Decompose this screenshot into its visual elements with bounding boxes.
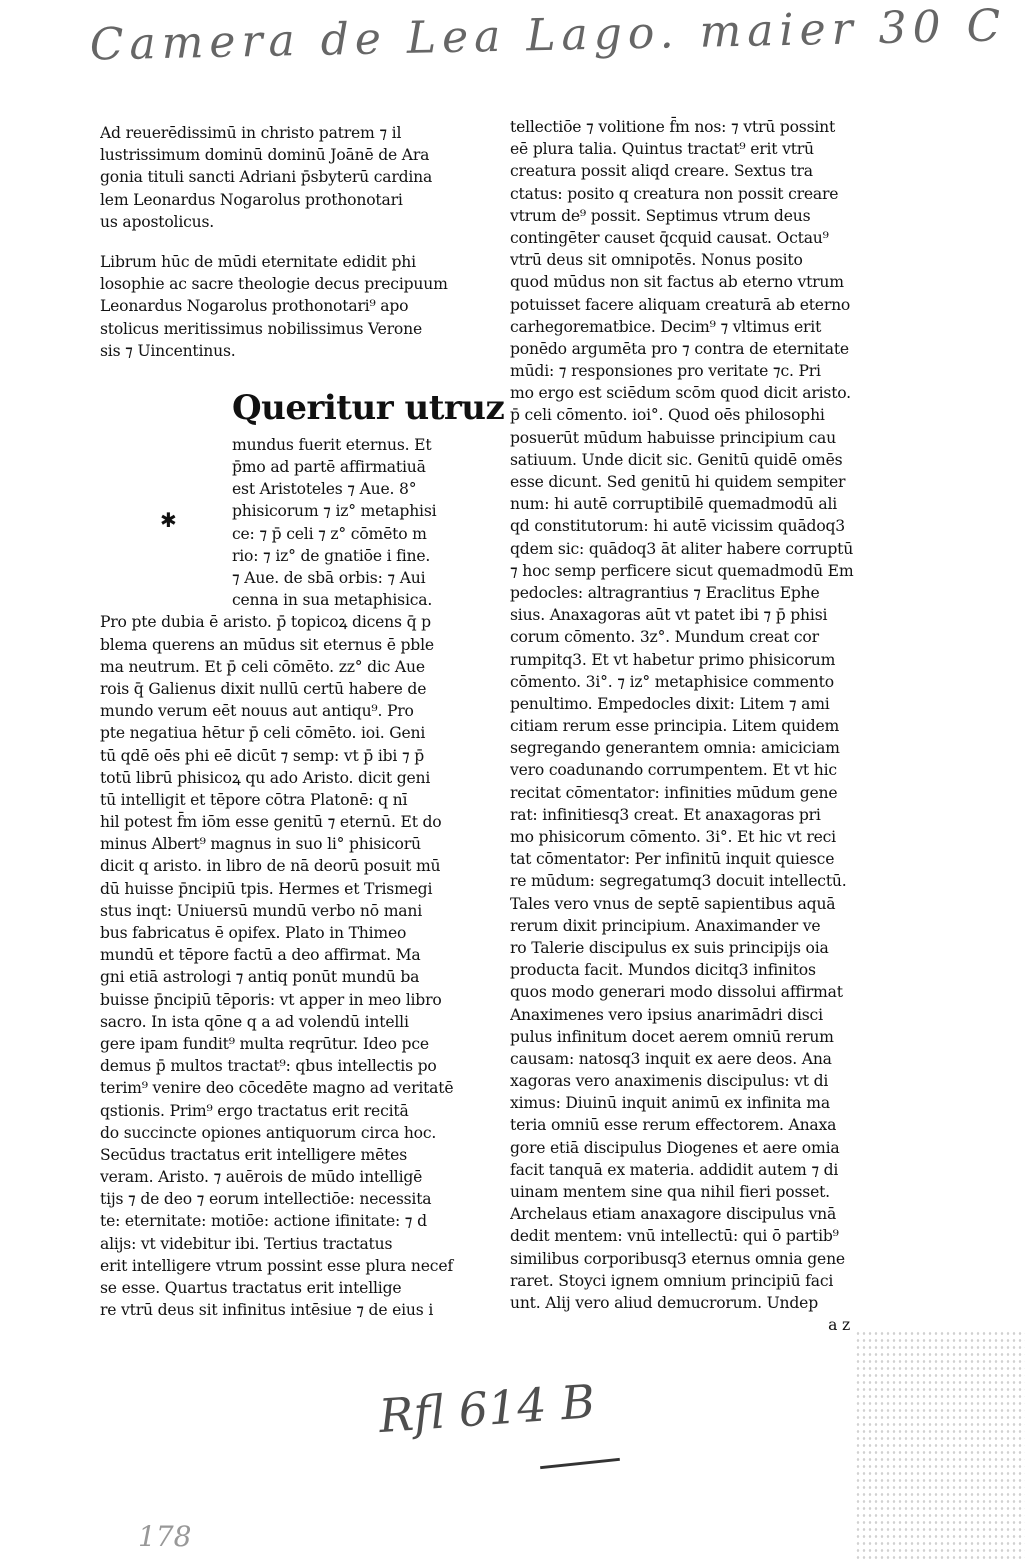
handwritten-shelfmark: Rfl 614 B <box>377 1374 597 1444</box>
left-column <box>100 122 505 1321</box>
text-line: posuerūt mūdum habuisse principium cau <box>510 428 836 447</box>
text-line: gere ipam fundit⁹ multa reqrūtur. Ideo pce <box>100 1034 429 1053</box>
text-line: unt. Alij vero aliud demucrorum. Undep <box>510 1293 818 1312</box>
text-line: gni etiā astrologi ⁊ antiq ponūt mundū ba <box>100 968 420 987</box>
text-line: xagoras vero anaximenis discipulus: vt di <box>510 1072 829 1091</box>
text-line: stolicus meritissimus nobilissimus Verone <box>100 319 422 338</box>
text-line: mundus fuerit eternus. Et <box>232 435 432 454</box>
text-line: Secūdus tractatus erit intelligere mētes <box>100 1145 407 1164</box>
text-line: esse dicunt. Sed genitū hi quidem sempiter <box>510 473 846 491</box>
text-line: pulus infinitum docet aerem omniū rerum <box>510 1027 834 1046</box>
text-line: Ad reuerēdissimū in christo patrem ⁊ il <box>100 124 402 142</box>
text-line: uinam mentem sine qua nihil fieri posset. <box>510 1183 830 1201</box>
text-line: teria omniū esse rerum effectorem. Anaxa <box>510 1116 837 1135</box>
text-line: blema querens an mūdus sit eternus ē pble <box>100 635 434 654</box>
text-line: rio: ⁊ iz° de gnatiōe i fine. <box>232 546 431 565</box>
dedication-paragraph <box>100 122 470 233</box>
text-line: segregando generantem omnia: amiciciam <box>510 739 840 758</box>
text-line: producta facit. Mundos dicitq3 infinitos <box>510 961 816 980</box>
text-line: minus Albert⁹ magnus in suo li° phisicorū <box>100 835 421 854</box>
text-line: est Aristoteles ⁊ Aue. 8° <box>232 480 417 499</box>
text-line: rois q̄ Galienus dixit nullū certū habere de <box>100 679 427 698</box>
text-line: re mūdum: segregatumq3 docuit intellectū. <box>510 872 847 891</box>
folio-number: 178 <box>138 1520 192 1553</box>
text-line: causam: natosq3 inquit ex aere deos. Ana <box>510 1049 832 1068</box>
handwritten-inscription-top: Camera de Lea Lago. maier 30 C <box>89 0 1007 71</box>
text-line: terim⁹ venire deo cōcedēte magno ad veritatē <box>100 1079 454 1098</box>
text-line: ce: ⁊ p̄ celi ⁊ z° cōmēto m <box>232 524 427 543</box>
text-line: pedocles: altragrantius ⁊ Eraclitus Ephe <box>510 583 820 602</box>
text-line: similibus corporibusq3 eternus omnia gene <box>510 1249 845 1268</box>
text-line: ro Talerie discipulus ex suis principijs oia <box>510 938 829 957</box>
text-line: stus inqt: Uniuersū mundū verbo nō mani <box>100 901 423 920</box>
text-line: corum cōmento. 3z°. Mundum creat cor <box>510 628 819 647</box>
catchword: a z <box>828 1316 850 1335</box>
text-line: sius. Anaxagoras aūt vt patet ibi ⁊ p̄ phisi <box>510 606 828 625</box>
text-line: ctatus: posito q creatura non possit creare <box>510 184 839 203</box>
text-line: quod mūdus non sit factus ab eterno vtrum <box>510 273 844 292</box>
text-line: Leonardus Nogarolus prothonotari⁹ apo <box>100 297 409 316</box>
text-line: mundū et tēpore factū a deo affirmat. Ma <box>100 946 421 965</box>
text-line: gore etiā discipulus Diogenes et aere omia <box>510 1138 840 1157</box>
text-line: p̄mo ad partē affirmatiuā <box>232 458 426 477</box>
text-line: ma neutrum. Et p̄ celi cōmēto. zz° dic Aue <box>100 657 425 676</box>
text-line: totū librū phisicoꝝ qu ado Aristo. dicit geni <box>100 768 431 787</box>
text-line: creatura possit aliqd creare. Sextus tra <box>510 162 813 181</box>
text-line: penultimo. Empedocles dixit: Litem ⁊ ami <box>510 694 830 713</box>
text-line: lustrissimum dominū dominū Joānē de Ara <box>100 146 430 165</box>
incipit-heading: Queritur utruz <box>232 387 505 428</box>
text-line: ponēdo argumēta pro ⁊ contra de eternitate <box>510 339 849 358</box>
text-line: raret. Stoyci ignem omnium principiū faci <box>510 1271 834 1290</box>
text-line: mo phisicorum cōmento. 3i°. Et hic vt reci <box>510 828 836 846</box>
text-line: num: hi autē corruptibilē quemadmodū ali <box>510 495 838 514</box>
text-line: do succincte opiones antiquorum circa hoc. <box>100 1123 437 1142</box>
text-line: mundo verum eēt nouus aut antiqu⁹. Pro <box>100 702 414 721</box>
heading-block <box>232 387 505 434</box>
text-line: dū huisse p̄ncipiū tpis. Hermes et Trismegi <box>100 879 433 898</box>
text-line: tijs ⁊ de deo ⁊ eorum intellectiōe: necessita <box>100 1190 432 1209</box>
text-line: veram. Aristo. ⁊ auērois de mūdo intelligē <box>100 1168 423 1187</box>
text-line: qstionis. Prim⁹ ergo tractatus erit recitā <box>100 1101 409 1120</box>
text-line: hil potest f̄m iōm esse genitū ⁊ eternū. Et do <box>100 813 442 832</box>
text-line: dedit mentem: vnū intellectū: qui ō partib⁹ <box>510 1227 839 1246</box>
right-body-text <box>510 116 890 1314</box>
paragraph-gap <box>100 362 470 382</box>
text-line: rerum dixit principium. Anaximander ve <box>510 916 821 935</box>
text-line: contingēter causet q̄cquid causat. Octau⁹ <box>510 228 829 247</box>
text-line: recitat cōmentator: infinities mūdum gene <box>510 783 838 802</box>
text-line: vero coadunando corrumpentem. Et vt hic <box>510 761 837 780</box>
text-line: Archelaus etiam anaxagore discipulus vnā <box>510 1205 837 1224</box>
text-line: erit intelligere vtrum possint esse plura necef <box>100 1256 453 1275</box>
text-line: alijs: vt videbitur ibi. Tertius tractatus <box>100 1234 393 1253</box>
text-line: us apostolicus. <box>100 212 215 231</box>
text-line: phisicorum ⁊ iz° metaphisi <box>232 502 437 521</box>
text-line: rumpitq3. Et vt habetur primo phisicorum <box>510 650 836 669</box>
text-line: te: eternitate: motiōe: actione ifinitate: ⁊ d <box>100 1212 427 1231</box>
text-line: cōmento. 3i°. ⁊ iz° metaphisice commento <box>510 672 834 691</box>
text-line: qdem sic: quādoq3 āt aliter habere corruptū <box>510 539 854 558</box>
text-line: tū qdē oēs phi eē dicūt ⁊ semp: vt p̄ ibi ⁊ p̄ <box>100 746 425 765</box>
right-column <box>510 116 890 1336</box>
text-line: dicit q aristo. in libro de nā deorū posuit mū <box>100 857 441 876</box>
text-line: qd constitutorum: hi autē vicissim quādoq3 <box>510 517 846 536</box>
text-line: tat cōmentator: Per infinitū inquit quiesce <box>510 850 835 869</box>
text-line: tellectiōe ⁊ volitione f̄m nos: ⁊ vtrū possint <box>510 118 836 136</box>
text-line: buisse p̄ncipiū tēporis: vt apper in meo libro <box>100 990 442 1009</box>
text-line: se esse. Quartus tractatus erit intellige <box>100 1279 402 1297</box>
text-line: mūdi: ⁊ responsiones pro veritate ⁊c. Pri <box>510 362 821 381</box>
left-body-text <box>100 611 470 1321</box>
text-line: tū intelligit et tēpore cōtra Platonē: q nī <box>100 790 408 809</box>
text-line: demus p̄ multos tractat⁹: qbus intellectis po <box>100 1057 437 1076</box>
text-line: citiam rerum esse principia. Litem quidem <box>510 717 840 736</box>
text-line: quos modo generari modo dissolui affirmat <box>510 983 843 1002</box>
text-line: Anaximenes vero ipsius anarimādri disci <box>510 1005 823 1024</box>
text-line: cenna in sua metaphisica. <box>232 591 433 610</box>
text-line: p̄ celi cōmento. ioi°. Quod oēs philosophi <box>510 406 825 425</box>
text-line: gonia tituli sancti Adriani p̄sbyterū cardina <box>100 168 433 187</box>
text-line: bus fabricatus ē opifex. Plato in Thimeo <box>100 924 407 942</box>
text-line: Pro pte dubia ē aristo. p̄ topicoꝝ dicens q̄ p <box>100 613 431 632</box>
text-line: ximus: Diuinū inquit animū ex infinita ma <box>510 1094 830 1113</box>
text-line: pte negatiua hētur p̄ celi cōmēto. ioi. Geni <box>100 724 426 743</box>
text-line: vtrum de⁹ possit. Septimus vtrum deus <box>510 206 811 225</box>
text-line: facit tanquā ex materia. addidit autem ⁊ di <box>510 1160 839 1179</box>
text-line: mo ergo est sciēdum scōm quod dicit aristo. <box>510 384 851 403</box>
text-line: ⁊ hoc semp perficere sicut quemadmodū Em <box>510 561 854 580</box>
text-line: rat: infinitiesq3 creat. Et anaxagoras pri <box>510 805 821 824</box>
text-line: ⁊ Aue. de sbā orbis: ⁊ Aui <box>232 569 426 587</box>
text-line: potuisset facere aliquam creaturā ab eterno <box>510 295 851 314</box>
intro-paragraph <box>100 251 470 362</box>
paragraph-gap <box>100 233 470 251</box>
text-line: carhegorematbice. Decim⁹ ⁊ vltimus erit <box>510 317 822 336</box>
margin-marker: ✱ <box>160 508 177 532</box>
text-line: satiuum. Unde dicit sic. Genitū quidē omēs <box>510 450 843 469</box>
text-line: Librum hūc de mūdi eternitate edidit phi <box>100 252 416 271</box>
text-line: sacro. In ista qōne q a ad volendū intelli <box>100 1012 409 1031</box>
paper-speckle-texture <box>855 1330 1025 1562</box>
text-line: losophie ac sacre theologie decus precipuum <box>100 275 448 294</box>
indented-text-block <box>100 434 470 612</box>
text-line: lem Leonardus Nogarolus prothonotari <box>100 190 403 209</box>
text-line: Tales vero vnus de septē sapientibus aquā <box>510 894 836 913</box>
text-line: sis ⁊ Uincentinus. <box>100 341 236 360</box>
text-line: re vtrū deus sit infinitus intēsiue ⁊ de eius i <box>100 1301 434 1320</box>
text-line: vtrū deus sit omnipotēs. Nonus posito <box>510 251 803 270</box>
text-line: eē plura talia. Quintus tractat⁹ erit vtrū <box>510 140 814 159</box>
